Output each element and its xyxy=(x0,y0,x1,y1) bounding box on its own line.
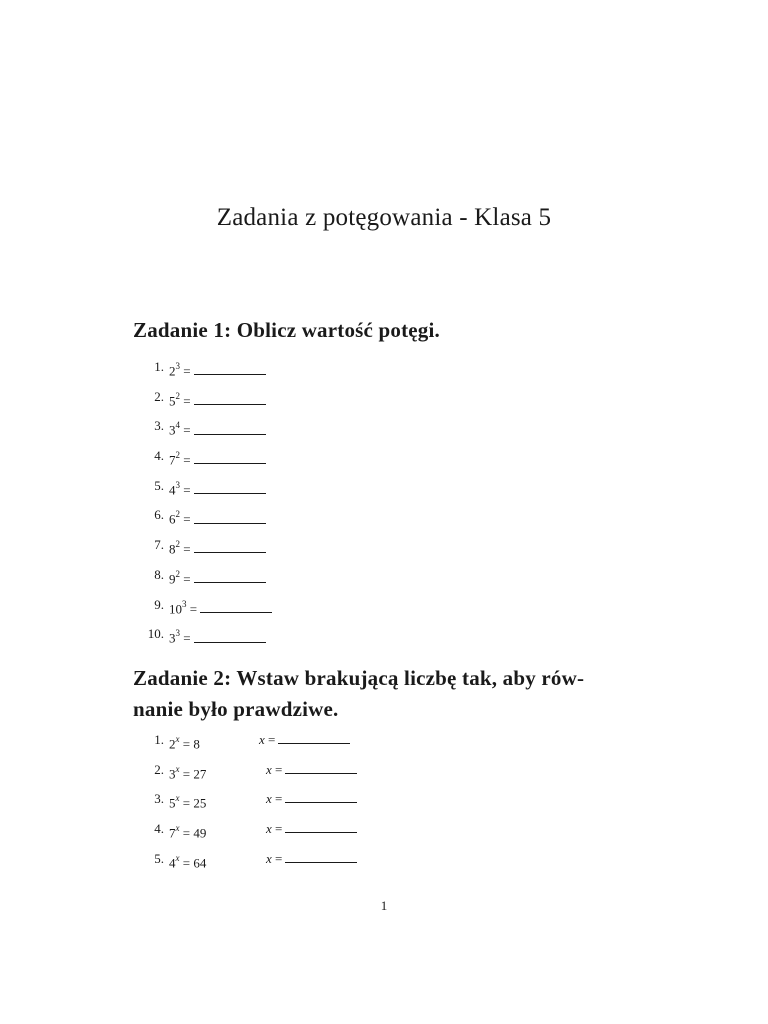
exponent: x xyxy=(175,852,180,863)
exponential-equation xyxy=(169,850,206,872)
exercise-number: 2. xyxy=(154,761,164,777)
page-title: Zadania z potęgowania - Klasa 5 xyxy=(216,204,552,231)
equals-sign: = xyxy=(182,736,191,752)
power-expression xyxy=(169,536,266,558)
exercise-number: 4. xyxy=(154,821,164,837)
power-expression xyxy=(169,625,266,647)
exponent: x xyxy=(175,763,180,774)
answer-field xyxy=(266,820,357,838)
variable: x xyxy=(266,761,272,777)
exercise-number: 9. xyxy=(154,596,164,612)
power-expression xyxy=(169,358,266,380)
base: 3 xyxy=(169,422,176,438)
equals-sign: = xyxy=(182,795,191,811)
answer-field xyxy=(266,761,357,779)
answer-blank[interactable] xyxy=(194,481,266,494)
exercise-number: 8. xyxy=(154,566,164,582)
power-expression xyxy=(169,388,266,410)
exponent: 2 xyxy=(175,390,180,401)
equals-sign: = xyxy=(275,761,283,777)
answer-blank[interactable] xyxy=(194,540,266,553)
equals-sign: = xyxy=(183,482,191,498)
answer-field xyxy=(259,731,350,749)
power-expression xyxy=(169,447,266,469)
answer-blank[interactable] xyxy=(194,570,266,583)
answer-blank[interactable] xyxy=(285,761,357,774)
base: 5 xyxy=(169,393,176,409)
result: 25 xyxy=(193,795,207,811)
exponent: 2 xyxy=(175,568,180,579)
answer-field xyxy=(266,850,357,868)
variable: x xyxy=(266,850,272,866)
power-expression xyxy=(169,417,266,439)
equals-sign: = xyxy=(183,422,191,438)
answer-blank[interactable] xyxy=(200,600,272,613)
result: 27 xyxy=(193,766,207,782)
exponent: 2 xyxy=(175,450,180,461)
exercise-number: 4. xyxy=(154,448,164,464)
task2-heading xyxy=(133,663,643,725)
exponential-equation xyxy=(169,820,206,842)
exponent: x xyxy=(175,734,180,744)
answer-blank[interactable] xyxy=(194,451,266,464)
exponential-equation xyxy=(169,731,200,753)
answer-blank[interactable] xyxy=(194,362,266,375)
base: 7 xyxy=(169,452,176,468)
answer-blank[interactable] xyxy=(194,392,266,405)
exponent: 3 xyxy=(175,628,180,639)
answer-field xyxy=(266,790,357,808)
exercise-number: 5. xyxy=(154,850,164,866)
exercise-number: 3. xyxy=(154,791,164,807)
equals-sign: = xyxy=(182,766,191,782)
exponent: 3 xyxy=(182,598,187,609)
base: 2 xyxy=(169,736,176,752)
equals-sign: = xyxy=(182,855,191,871)
result: 8 xyxy=(193,736,200,752)
answer-blank[interactable] xyxy=(194,630,266,643)
equals-sign: = xyxy=(275,850,283,866)
equals-sign: = xyxy=(275,791,283,807)
equals-sign: = xyxy=(183,571,191,587)
base: 9 xyxy=(169,571,176,587)
answer-blank[interactable] xyxy=(285,820,357,833)
equals-sign: = xyxy=(183,363,191,379)
result: 64 xyxy=(193,855,207,871)
equals-sign: = xyxy=(183,393,191,409)
exponent: 3 xyxy=(175,479,180,490)
answer-blank[interactable] xyxy=(278,731,350,744)
result: 49 xyxy=(193,825,207,841)
base: 4 xyxy=(169,855,176,871)
exponent: 2 xyxy=(175,509,180,520)
task1-heading: Zadanie 1: Oblicz wartość potęgi. xyxy=(133,318,440,342)
base: 7 xyxy=(169,825,176,841)
exponent: 2 xyxy=(175,539,180,550)
equals-sign: = xyxy=(183,452,191,468)
variable: x xyxy=(266,821,272,837)
base: 2 xyxy=(169,363,176,379)
answer-blank[interactable] xyxy=(194,422,266,435)
equals-sign: = xyxy=(183,511,191,527)
exercise-number: 5. xyxy=(154,477,164,493)
exercise-number: 3. xyxy=(154,418,164,434)
equals-sign: = xyxy=(189,600,198,616)
page-number: 1 xyxy=(380,898,388,913)
base: 6 xyxy=(169,511,176,527)
task2-heading-line-2: nanie było prawdziwe. xyxy=(133,697,339,721)
base: 5 xyxy=(169,795,176,811)
answer-blank[interactable] xyxy=(194,511,266,524)
power-expression xyxy=(169,506,266,528)
exercise-number: 2. xyxy=(154,388,164,404)
variable: x xyxy=(266,791,272,807)
power-expression xyxy=(169,566,266,588)
answer-blank[interactable] xyxy=(285,790,357,803)
power-expression xyxy=(169,596,272,618)
equals-sign: = xyxy=(183,541,191,557)
equals-sign: = xyxy=(183,630,191,646)
exponential-equation xyxy=(169,790,206,812)
exercise-number: 1. xyxy=(154,732,164,747)
base: 3 xyxy=(169,630,176,646)
exponential-equation xyxy=(169,761,206,783)
exponent: 3 xyxy=(175,361,180,371)
exponent: x xyxy=(175,793,180,804)
answer-blank[interactable] xyxy=(285,850,357,863)
exponent: x xyxy=(175,823,180,834)
equals-sign: = xyxy=(182,825,191,841)
equals-sign: = xyxy=(275,821,283,837)
variable: x xyxy=(259,732,265,747)
power-expression xyxy=(169,477,266,499)
task2-heading-line-1: Zadanie 2: Wstaw brakującą liczbę tak, aby rów- xyxy=(133,666,585,690)
exponent: 4 xyxy=(175,420,180,431)
base: 10 xyxy=(169,600,182,616)
exercise-number: 1. xyxy=(154,359,164,374)
base: 4 xyxy=(169,482,176,498)
base: 3 xyxy=(169,766,176,782)
base: 8 xyxy=(169,541,176,557)
exercise-number: 7. xyxy=(154,537,164,553)
equals-sign: = xyxy=(268,732,276,747)
exercise-number: 10. xyxy=(147,626,164,642)
exercise-number: 6. xyxy=(154,507,164,523)
